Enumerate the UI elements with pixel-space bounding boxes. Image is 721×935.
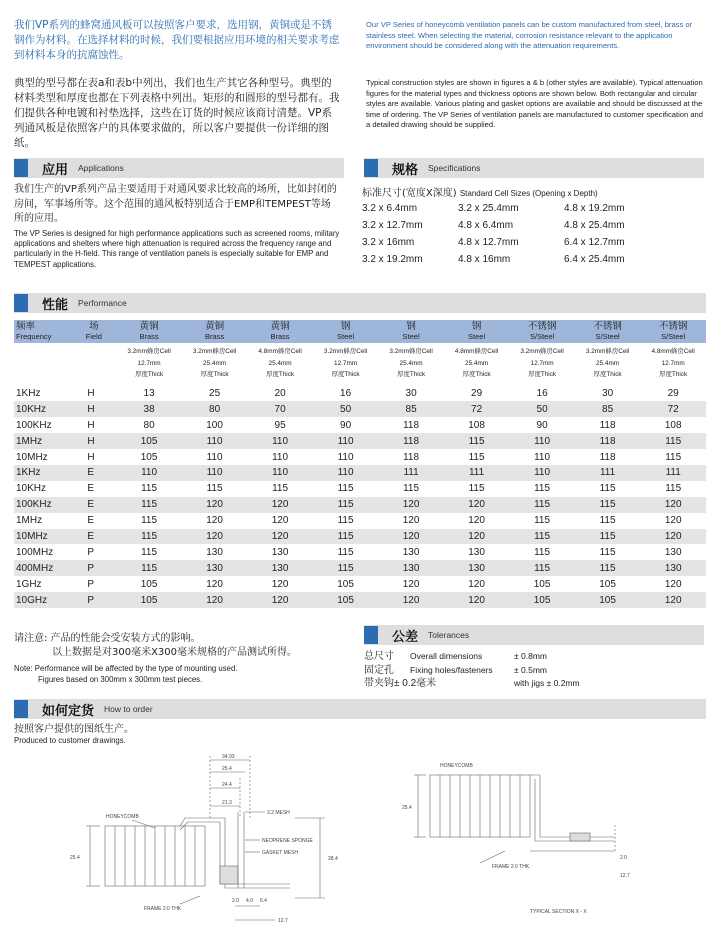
cell-value: 120 xyxy=(664,578,682,590)
dim-a-4: 21.3 xyxy=(222,800,232,806)
table-row xyxy=(14,544,706,560)
cell-value: 50 xyxy=(509,401,575,417)
cell-value: 115 xyxy=(509,497,575,513)
cell-value: 110 xyxy=(313,433,379,449)
spec-size-item: 6.4 x 12.7mm xyxy=(564,237,625,248)
cell-value: 115 xyxy=(313,497,379,513)
order-cn: 按照客户提供的图纸生产。 xyxy=(14,724,134,735)
table-row xyxy=(14,465,706,481)
spec-sizes-grid xyxy=(362,200,702,268)
right-dim-b: 2.0 xyxy=(620,855,627,861)
cell-value: 130 xyxy=(182,560,248,576)
cell-value: 115 xyxy=(141,515,158,527)
cell-value: 120 xyxy=(468,515,485,527)
cell-value: 120 xyxy=(378,529,444,545)
cell-frequency: 10MHz xyxy=(14,529,71,545)
cell-value: 110 xyxy=(116,465,182,481)
cell-frequency: 10MHz xyxy=(16,451,48,463)
cell-value: 110 xyxy=(247,433,313,449)
sponge-label: NEOPRENE SPONGE xyxy=(262,838,313,844)
cell-value: 120 xyxy=(468,578,485,590)
cell-value: 115 xyxy=(599,515,616,527)
cell-value: 115 xyxy=(468,483,485,495)
performance-header xyxy=(14,293,706,313)
specifications-header-cn: 规格 xyxy=(392,162,419,178)
applications-header-en: Applications xyxy=(78,163,124,173)
cell-value: 120 xyxy=(378,592,444,608)
cell-value: 115 xyxy=(468,451,485,463)
cell-field: E xyxy=(87,483,94,495)
cell-field: P xyxy=(71,560,116,576)
cell-value: 118 xyxy=(599,451,616,463)
cell-field: P xyxy=(87,546,94,558)
cell-value: 80 xyxy=(182,401,248,417)
cell-frequency: 10GHz xyxy=(14,592,71,608)
cell-value: 111 xyxy=(444,465,510,481)
cell-value: 115 xyxy=(640,433,706,449)
table-row xyxy=(14,386,706,402)
table-row xyxy=(14,560,706,576)
cell-value: 115 xyxy=(116,529,182,545)
cell-value: 16 xyxy=(536,387,548,399)
cell-value: 110 xyxy=(206,451,223,463)
order-header-cn: 如何定货 xyxy=(42,703,95,719)
cell-field: H xyxy=(87,387,95,399)
cell-value: 115 xyxy=(665,451,682,463)
cell-value: 115 xyxy=(141,546,158,558)
cell-value: 130 xyxy=(206,546,223,558)
cell-value: 90 xyxy=(536,419,548,431)
cell-value: 105 xyxy=(509,592,575,608)
performance-note-en xyxy=(14,664,238,685)
cell-value: 118 xyxy=(575,433,641,449)
cell-value: 115 xyxy=(509,529,575,545)
table-row xyxy=(14,513,706,529)
table-row xyxy=(14,401,706,417)
gasket-label: GASKET MESH xyxy=(262,850,299,856)
table-row xyxy=(14,592,706,608)
typical-cn: 典型的型号都在表a和表b中列出，我们也生产其它各种型号。典型的材料类型和厚度也都在下列表格中列出。矩形的和圆形的型号都有。我们提供各种电镀和衬垫选择，这些在订货的时候应该商讨清楚。VP系列通风板是依照客户的具体要求做的，所以客户要提供一份详细的图纸。 xyxy=(14,77,340,149)
cell-value: 115 xyxy=(116,560,182,576)
cell-value: 105 xyxy=(140,578,158,590)
honeycomb-label-b: HONEYCOMB xyxy=(440,763,473,769)
cell-value: 105 xyxy=(533,578,551,590)
cell-value: 120 xyxy=(182,529,248,545)
performance-note-cn xyxy=(14,632,297,660)
cell-frequency: 400MHz xyxy=(14,560,71,576)
dim-a-1: 34.93 xyxy=(222,754,235,760)
cell-field: H xyxy=(71,433,116,449)
cell-value: 108 xyxy=(664,419,682,431)
cell-value: 115 xyxy=(534,483,551,495)
cell-field: H xyxy=(87,451,95,463)
cell-value: 120 xyxy=(664,515,682,527)
cell-value: 120 xyxy=(206,578,223,590)
cell-frequency: 100MHz xyxy=(16,546,54,558)
cell-value: 115 xyxy=(206,483,223,495)
table-row xyxy=(14,481,706,497)
applications-cn: 我们生产的VP系列产品主要适用于对通风要求比较高的场所，比如封闭的房间，军事场所等。这个范围的通风板特别适合于EMP和TEMPEST等场所的应用。 xyxy=(14,184,337,224)
col-material: 钢 Steel xyxy=(378,320,444,343)
tolerance-row: 总尺寸 Overall dimensions ± 0.8mm xyxy=(364,651,548,662)
cell-value: 120 xyxy=(247,529,313,545)
cell-value: 111 xyxy=(640,465,706,481)
cell-value: 95 xyxy=(274,419,286,431)
cell-value: 115 xyxy=(337,483,354,495)
cell-value: 16 xyxy=(340,387,352,399)
spec-size-item: 4.8 x 25.4mm xyxy=(564,220,625,231)
cell-value: 115 xyxy=(272,483,289,495)
cell-value: 115 xyxy=(534,546,551,558)
cell-frequency: 10KHz xyxy=(16,483,47,495)
table-subheader-row xyxy=(14,343,706,386)
cell-value: 120 xyxy=(247,592,313,608)
col-material: 黄铜 Brass xyxy=(182,320,248,343)
cell-value: 111 xyxy=(575,465,641,481)
tolerances-header-cn: 公差 xyxy=(392,629,419,645)
spec-title xyxy=(362,184,598,199)
cell-value: 115 xyxy=(575,529,641,545)
tolerances-list xyxy=(364,650,704,691)
cell-value: 120 xyxy=(640,497,706,513)
dim-a-3: 24.4 xyxy=(222,782,232,788)
cell-frequency: 1GHz xyxy=(16,578,42,590)
section-caption: TYPICAL SECTION X - X xyxy=(530,909,587,915)
table-header-row xyxy=(14,320,706,343)
col-material: 黄铜 Brass xyxy=(247,320,313,343)
cell-field: P xyxy=(87,578,94,590)
intro-en: Our VP Series of honeycomb ventilation panels can be custom manufactured from steel, brass or stainless steel. When selecting the material, corrosion resistance relevant to the application environment should be considered along with the attenuation requirements. xyxy=(366,20,693,51)
section-marker xyxy=(14,700,28,718)
cell-frequency: 10KHz xyxy=(14,401,71,417)
frame-label-b: FRAME 2.0 THK. xyxy=(492,864,531,870)
cell-value: 105 xyxy=(116,433,182,449)
order-en: Produced to customer drawings. xyxy=(14,736,126,745)
bottom-dim-a-1: 2.0 xyxy=(232,898,239,904)
cell-field: E xyxy=(71,465,116,481)
cell-value: 118 xyxy=(403,451,420,463)
cell-frequency: 100KHz xyxy=(14,497,71,513)
cell-field: E xyxy=(87,515,94,527)
cell-field: P xyxy=(71,592,116,608)
tolerances-header xyxy=(364,625,704,645)
cell-frequency: 1MHz xyxy=(16,515,43,527)
cell-value: 115 xyxy=(665,483,682,495)
cell-value: 115 xyxy=(444,433,510,449)
cell-value: 85 xyxy=(378,401,444,417)
performance-header-cn: 性能 xyxy=(42,297,69,313)
table-row xyxy=(14,417,706,433)
cell-value: 30 xyxy=(405,387,417,399)
table-row xyxy=(14,433,706,449)
col-spec: 3.2mm蜂房Cell 12.7mm 厚度Thick xyxy=(127,348,171,378)
intro-cn: 我们VP系列的蜂窝通风板可以按照客户要求，选用钢，黄铜或是不锈钢作为材料。在选择材料的时候，我们要根据应用环境的相关要求考虑到材料本身的抗腐蚀性。 xyxy=(14,19,340,61)
cell-value: 120 xyxy=(402,515,420,527)
cell-value: 130 xyxy=(402,546,420,558)
cell-value: 115 xyxy=(575,560,641,576)
cell-value: 108 xyxy=(468,419,485,431)
applications-header xyxy=(14,158,344,178)
cell-frequency: 1MHz xyxy=(14,433,71,449)
cell-value: 118 xyxy=(599,419,616,431)
cell-field: E xyxy=(71,529,116,545)
cell-value: 115 xyxy=(337,546,354,558)
cell-value: 13 xyxy=(143,387,155,399)
table-row xyxy=(14,449,706,465)
honeycomb-label-a: HONEYCOMB xyxy=(106,814,139,820)
applications-en: The VP Series is designed for high performance applications such as screened rooms, military applications and shelters where high attenuation is required across the frequency range and particularly in the H-field. This range of ventilation panels is especially suitable for EMP and TEMPEST applications. xyxy=(14,229,340,269)
bottom-dim-a-4: 12.7 xyxy=(278,918,288,924)
mesh-label: 3.2 MESH xyxy=(267,810,290,816)
spec-size-item: 3.2 x 25.4mm xyxy=(458,203,519,214)
cell-field: H xyxy=(71,401,116,417)
cell-value: 130 xyxy=(664,546,682,558)
cell-value: 90 xyxy=(340,419,352,431)
cell-value: 120 xyxy=(402,578,420,590)
cell-value: 130 xyxy=(247,560,313,576)
applications-header-cn: 应用 xyxy=(42,162,69,178)
cell-value: 110 xyxy=(182,465,248,481)
cell-value: 115 xyxy=(313,529,379,545)
left-dim-a: 25.4 xyxy=(70,855,80,861)
cell-value: 110 xyxy=(313,465,379,481)
cell-value: 110 xyxy=(509,465,575,481)
cell-value: 105 xyxy=(313,592,379,608)
cell-value: 120 xyxy=(206,515,223,527)
bottom-dim-b: 12.7 xyxy=(620,873,630,879)
cell-value: 130 xyxy=(640,560,706,576)
note-cn-line1: 请注意: 产品的性能会受安装方式的影响。 xyxy=(14,633,201,644)
section-marker xyxy=(364,159,378,177)
table-row xyxy=(14,497,706,513)
cell-value: 120 xyxy=(182,497,248,513)
cell-value: 115 xyxy=(116,497,182,513)
section-marker xyxy=(14,159,28,177)
col-spec: 3.2mm蜂房Cell 12.7mm 厚度Thick xyxy=(323,348,368,378)
note-cn-line2: 以上数据是对300毫米X300毫米规格的产品测试所得。 xyxy=(52,647,298,658)
cell-value: 110 xyxy=(247,465,313,481)
cell-value: 120 xyxy=(444,592,510,608)
cell-frequency: 1KHz xyxy=(16,387,41,399)
left-dim-b: 25.4 xyxy=(402,805,412,811)
cell-value: 105 xyxy=(116,592,182,608)
specifications-header xyxy=(364,158,704,178)
cell-value: 115 xyxy=(337,515,354,527)
cell-value: 72 xyxy=(444,401,510,417)
cell-value: 110 xyxy=(534,451,551,463)
cell-value: 120 xyxy=(640,529,706,545)
cell-value: 120 xyxy=(444,529,510,545)
drawing-b-section xyxy=(400,755,650,925)
cell-value: 80 xyxy=(143,419,155,431)
cell-value: 105 xyxy=(575,592,641,608)
cell-frequency: 1KHz xyxy=(14,465,71,481)
spec-size-item: 4.8 x 6.4mm xyxy=(458,220,514,231)
spec-size-item: 4.8 x 19.2mm xyxy=(564,203,625,214)
spec-size-item: 4.8 x 16mm xyxy=(458,254,511,265)
cell-value: 110 xyxy=(509,433,575,449)
spec-size-item: 3.2 x 16mm xyxy=(362,237,415,248)
cell-value: 130 xyxy=(444,560,510,576)
cell-value: 120 xyxy=(182,592,248,608)
col-spec: 3.2mm蜂房Cell 25.4mm 厚度Thick xyxy=(192,348,237,378)
col-spec: 4.8mm蜂房Cell 25.4mm 厚度Thick xyxy=(454,348,499,378)
section-marker xyxy=(364,626,378,644)
typical-en: Typical construction styles are shown in figures a & b (other styles are available). Typical attenuation figures for the material types and thickness options are shown below. Both rectangular and circular styles are available. Various plating and gasket options are available and should be discussed at the time of ordering. The VP Series of ventilation panels are manufactured to customer specification and a detailed drawing should be supplied. xyxy=(366,78,703,130)
cell-value: 115 xyxy=(141,483,158,495)
performance-header-en: Performance xyxy=(78,298,127,308)
order-header xyxy=(14,699,706,719)
cell-value: 110 xyxy=(337,451,354,463)
cell-value: 115 xyxy=(599,483,616,495)
performance-table xyxy=(14,320,706,608)
spec-size-item: 4.8 x 12.7mm xyxy=(458,237,519,248)
table-row xyxy=(14,576,706,592)
section-marker xyxy=(14,294,28,312)
tolerance-row: 带夹钩± 0.2毫米 with jigs ± 0.2mm xyxy=(364,678,580,689)
cell-value: 110 xyxy=(272,451,289,463)
specifications-header-en: Specifications xyxy=(428,163,481,173)
cell-value: 120 xyxy=(247,497,313,513)
col-material: 钢 Steel xyxy=(313,320,379,343)
cell-value: 29 xyxy=(667,387,679,399)
note-en-line1: Note: Performance will be affected by the type of mounting used. xyxy=(14,664,238,673)
cell-value: 118 xyxy=(378,433,444,449)
right-dim-a: 28.4 xyxy=(328,856,338,862)
note-en-line2: Figures based on 300mm x 300mm test pieces. xyxy=(38,674,203,684)
cell-value: 105 xyxy=(599,578,616,590)
spec-size-item: 3.2 x 19.2mm xyxy=(362,254,423,265)
cell-value: 38 xyxy=(116,401,182,417)
cell-value: 130 xyxy=(271,546,289,558)
cell-value: 120 xyxy=(271,515,289,527)
dim-a-2: 25.4 xyxy=(222,766,232,772)
cell-value: 120 xyxy=(378,497,444,513)
cell-value: 30 xyxy=(602,387,614,399)
bottom-dim-a-3: 6.4 xyxy=(260,898,267,904)
spec-title-en: Standard Cell Sizes (Opening x Depth) xyxy=(459,189,598,198)
cell-value: 118 xyxy=(403,419,420,431)
col-spec: 3.2mm蜂房Cell 12.7mm 厚度Thick xyxy=(520,348,564,378)
col-spec: 3.2mm蜂房Cell 25.4mm 厚度Thick xyxy=(585,348,630,378)
col-frequency: 频率 Frequency xyxy=(14,320,71,343)
drawing-a-section xyxy=(60,748,360,928)
col-spec: 4.8mm蜂房Cell 25.4mm 厚度Thick xyxy=(258,348,302,378)
spec-size-item: 6.4 x 25.4mm xyxy=(564,254,625,265)
cell-value: 20 xyxy=(274,387,286,399)
col-material: 不锈钢 S/Steel xyxy=(575,320,641,343)
cell-value: 50 xyxy=(313,401,379,417)
cell-value: 70 xyxy=(247,401,313,417)
table-row xyxy=(14,529,706,545)
spec-size-item: 3.2 x 12.7mm xyxy=(362,220,423,231)
cell-value: 25 xyxy=(209,387,221,399)
cell-value: 105 xyxy=(337,578,354,590)
col-spec: 3.2mm蜂房Cell 25.4mm 厚度Thick xyxy=(389,348,433,378)
cell-value: 130 xyxy=(468,546,485,558)
cell-frequency: 100KHz xyxy=(16,419,52,431)
cell-value: 120 xyxy=(640,592,706,608)
cell-value: 85 xyxy=(575,401,641,417)
bottom-dim-a-2: 4.0 xyxy=(246,898,253,904)
cell-value: 120 xyxy=(444,497,510,513)
cell-field: E xyxy=(71,497,116,513)
col-material: 不锈钢 S/Steel xyxy=(509,320,575,343)
col-material: 黄铜 Brass xyxy=(116,320,182,343)
cell-value: 29 xyxy=(471,387,483,399)
cell-value: 100 xyxy=(206,419,223,431)
col-field: 场 Field xyxy=(71,320,116,343)
cell-value: 115 xyxy=(599,546,616,558)
cell-field: H xyxy=(87,419,95,431)
cell-value: 115 xyxy=(403,483,420,495)
spec-title-cn: 标准尺寸(宽度X深度) xyxy=(362,188,457,199)
col-material: 钢 Steel xyxy=(444,320,510,343)
cell-value: 115 xyxy=(509,560,575,576)
cell-value: 115 xyxy=(575,497,641,513)
spec-size-item: 3.2 x 6.4mm xyxy=(362,203,418,214)
cell-value: 120 xyxy=(271,578,289,590)
cell-value: 111 xyxy=(378,465,444,481)
cell-value: 115 xyxy=(534,515,551,527)
cell-value: 130 xyxy=(378,560,444,576)
cell-value: 105 xyxy=(140,451,158,463)
tolerances-header-en: Tolerances xyxy=(428,630,470,640)
cell-value: 110 xyxy=(182,433,248,449)
order-header-en: How to order xyxy=(104,704,153,714)
cell-value: 115 xyxy=(313,560,379,576)
frame-label-a: FRAME 2.0 THK xyxy=(144,906,182,912)
col-spec: 4.8mm蜂房Cell 12.7mm 厚度Thick xyxy=(651,348,695,378)
col-material: 不锈钢 S/Steel xyxy=(640,320,706,343)
tolerance-row: 固定孔 Fixing holes/fasteners ± 0.5mm xyxy=(364,664,548,676)
cell-value: 72 xyxy=(640,401,706,417)
